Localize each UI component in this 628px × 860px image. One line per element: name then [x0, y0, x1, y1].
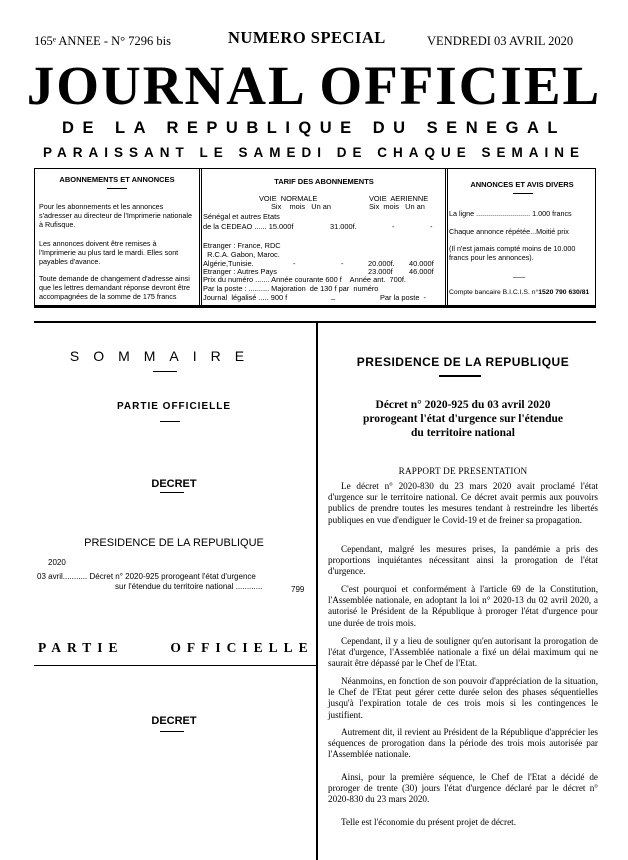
section-divider — [34, 321, 596, 323]
tarif-row6c: Par la poste - — [380, 293, 427, 302]
annonces-rule — [513, 193, 533, 194]
tarif-row4: Prix du numéro ....... Année courante 600 f Année ant. 700f. — [203, 275, 406, 284]
compte-bancaire — [449, 288, 589, 297]
tarif-row2-1y: 40.000f — [409, 259, 434, 268]
paragraph-4: Cependant, il y a lieu de souligner qu'en autorisant la prorogation de l'état d'urgence, l'Assemblée nationale a fixé un délai maximum qui ne saurait être dépassé par le Chef de l'Etat. — [328, 636, 598, 669]
sommaire-presidence: PRESIDENCE DE LA REPUBLIQUE — [84, 537, 264, 549]
annonces-ligne: La ligne ........................... 1.000 francs — [449, 209, 572, 218]
partie-officielle-1: PARTIE OFFICIELLE — [116, 401, 232, 412]
tarif-row2-label: Etranger : France, RDC — [203, 241, 281, 250]
tarif-row6a: Journal légalisé ..... 900 f — [203, 293, 288, 302]
paragraph-7: Ainsi, pour la première séquence, le Chef de l'Etat a décidé de proroger de trente (30) jours l'état d'urgence déclaré par le décret n° 2020-830 du 23 mars 2020. — [328, 772, 598, 805]
normale-periods: Six mois Un an — [271, 202, 331, 211]
decret-title-line2: prorogeant l'état d'urgence sur l'étendue — [363, 413, 563, 426]
tarif-row3-6m: 23.000f — [368, 267, 393, 276]
annonces-repetee: Chaque annonce répétée...Moitié prix — [449, 227, 569, 236]
compte-number: 1520 790 630/81 — [538, 289, 590, 296]
sommaire-heading: SOMMAIRE — [69, 348, 259, 364]
paragraph-3: C'est pourquoi et conformément à l'article 69 de la Constitution, l'Assemblée nationale, en adoptant la loi n° 2020-13 du 02 avril 2020, a autorisé le Président de la République à proroger l'état d'urgence pour une durée de trois mois. — [328, 584, 598, 628]
box-divider-left-2 — [201, 169, 202, 306]
decret-title — [318, 398, 608, 441]
tarif-row5: Par la poste : .......... Majoration de 130 f par numéro — [203, 284, 379, 293]
sommaire-rule — [153, 371, 177, 372]
box-divider-right — [445, 169, 446, 306]
tarif-row1-unan: 31.000f. — [330, 222, 357, 231]
annonces-heading: ANNONCES ET AVIS DIVERS — [470, 180, 574, 189]
annonces-dash: ___ — [513, 269, 525, 278]
sommaire-year: 2020 — [48, 558, 66, 567]
tarif-row3-label: Etranger : Autres Pays — [203, 267, 277, 276]
abonnements-rule — [107, 188, 127, 189]
tarif-row6b: _ — [331, 291, 336, 300]
entry-text-2: sur l'étendue du territoire national ............ — [115, 582, 263, 591]
decret-rule-2 — [160, 731, 184, 732]
decret-title-line3: du territoire national — [411, 427, 515, 440]
partie-rule-2 — [34, 665, 316, 666]
tarif-row2-dash2: - — [341, 259, 344, 268]
paragraph-5: Néanmoins, en fonction de son pouvoir d'appréciation de la situation, le Chef de l'Etat peut gérer cette durée selon des phases séquentielles jusqu'à l'expiration totale de ces trois mois si les contingences le justifient. — [328, 676, 598, 720]
voie-aerienne-label: VOIE AERIENNE — [369, 194, 429, 203]
tarif-row2-6m: 20.000f. — [368, 259, 395, 268]
paragraph-1: Le décret n° 2020-830 du 23 mars 2020 avait proclamé l'état d'urgence sur le territoire national. Ce décret avait permis aux pouvoirs publics de prendre toutes les mesures tendant à restreindre les libertés publiques en vue d'endiguer le Covid-19 et de freiner sa propagation. — [328, 481, 598, 525]
entry-page[interactable]: 799 — [291, 585, 305, 594]
issue-number: 165ᵉ ANNEE - N° 7296 bis — [34, 34, 172, 48]
box-divider-left — [199, 169, 200, 306]
right-presidence-heading: PRESIDENCE DE LA REPUBLIQUE — [356, 355, 570, 369]
partie-officielle-2: PARTIE OFFICIELLE — [38, 640, 314, 655]
publication-frequency: PARAISSANT LE SAMEDI DE CHAQUE SEMAINE — [42, 145, 586, 160]
tarif-heading: TARIF DES ABONNEMENTS — [274, 177, 374, 186]
partie-rule-1 — [160, 421, 180, 422]
abonnements-text-3: Toute demande de changement d'adresse ainsi que les lettres demandant réponse devront être accompagnées de la somme de 175 francs — [39, 274, 191, 301]
abonnements-text-2: Les annonces doivent être remises à l'Imprimerie au plus tard le mardi. Elles sont payables d'avance. — [39, 239, 179, 266]
paragraph-8: Telle est l'économie du présent projet de décret. — [341, 817, 516, 827]
journal-subtitle: DE LA REPUBLIQUE DU SENEGAL — [62, 119, 566, 137]
tarif-row2-dash1: - — [293, 259, 296, 268]
box-divider-right-2 — [447, 169, 448, 306]
entry-date: 03 avril........... — [37, 572, 88, 581]
subscription-box — [34, 168, 596, 308]
rapport-heading: RAPPORT DE PRESENTATION — [398, 466, 528, 476]
tarif-row2-label2: R.C.A. Gabon, Maroc. — [203, 250, 280, 259]
decret-title-line1: Décret n° 2020-925 du 03 avril 2020 — [375, 399, 551, 411]
tarif-row1-dash1: - — [392, 222, 395, 231]
paragraph-2: Cependant, malgré les mesures prises, la pandémie a pris des proportions inquiétantes nécessitant ainsi la prorogation de l'état d'urgence. — [328, 544, 598, 577]
decret-rule-1 — [160, 492, 184, 493]
voie-normale-label: VOIE NORMALE — [259, 194, 318, 203]
aerienne-periods: Six mois Un an — [369, 202, 425, 211]
special-issue-label: NUMERO SPECIAL — [228, 28, 386, 47]
journal-title: JOURNAL OFFICIEL — [26, 55, 602, 116]
paragraph-6: Autrement dit, il revient au Président de la République d'apprécier les séquences de prorogation dans la période des trois mois autorisée par l'Assemblée nationale. — [328, 727, 598, 760]
tarif-row3-1y: 46.000f — [409, 267, 434, 276]
abonnements-text-1: Pour les abonnements et les annonces s'adresser au directeur de l'Imprimerie nationale à Rufisque. — [39, 202, 192, 229]
tarif-row1-label: Sénégal et autres Etats — [203, 212, 280, 221]
presidence-rule — [439, 375, 481, 377]
tarif-row2-label3: Algérie,Tunisie. — [203, 259, 254, 268]
entry-text: Décret n° 2020-925 prorogeant l'état d'urgence — [89, 572, 256, 581]
tarif-row1-label2: de la CEDEAO ...... 15.000f — [203, 222, 294, 231]
sommaire-entry — [37, 572, 256, 581]
abonnements-heading: ABONNEMENTS ET ANNONCES — [59, 175, 175, 184]
decret-heading-2: DECRET — [151, 715, 197, 727]
annonces-note: (Il n'est jamais compté moins de 10.000 francs pour les annonces). — [449, 244, 576, 262]
decret-heading-1: DECRET — [151, 478, 197, 490]
compte-label: Compte bancaire B.I.C.I.S. n° — [449, 289, 539, 296]
issue-date: VENDREDI 03 AVRIL 2020 — [427, 34, 574, 48]
tarif-row1-dash2: - — [430, 222, 433, 231]
